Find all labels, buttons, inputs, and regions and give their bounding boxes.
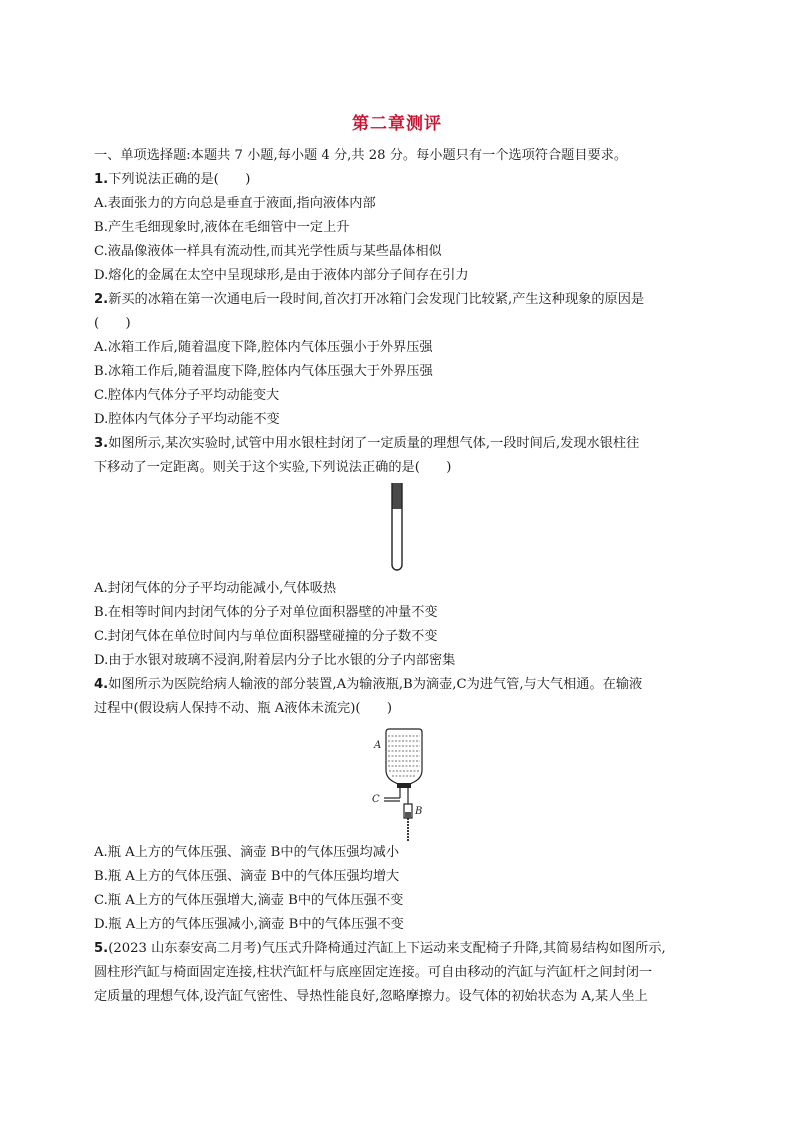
option-4-a: A.瓶 A上方的气体压强、滴壶 B中的气体压强均减小 bbox=[94, 845, 400, 860]
question-text: 下列说法正确的是( ) bbox=[108, 172, 251, 187]
question-text: 如图所示为医院给病人输液的部分装置,A为输液瓶,B为滴壶,C为进气管,与大气相通。在输液 bbox=[108, 677, 643, 692]
label-c: C bbox=[372, 794, 380, 805]
option-3-d: D.由于水银对玻璃不浸润,附着层内分子比水银的分子内部密集 bbox=[94, 653, 456, 668]
option-3-c: C.封闭气体在单位时间内与单位面积器壁碰撞的分子数不变 bbox=[94, 629, 438, 644]
option-3-b: B.在相等时间内封闭气体的分子对单位面积器壁的冲量不变 bbox=[94, 605, 438, 620]
option-4-b: B.瓶 A上方的气体压强、滴壶 B中的气体压强均增大 bbox=[94, 869, 400, 884]
question-number: 1. bbox=[94, 172, 109, 187]
option-1-b: B.产生毛细现象时,液体在毛细管中一定上升 bbox=[94, 220, 350, 235]
question-3-stem bbox=[94, 436, 704, 452]
test-tube-figure bbox=[385, 482, 409, 576]
question-4-stem-cont: 过程中(假设病人保持不动、瓶 A液体未流完)( ) bbox=[94, 701, 393, 716]
option-2-a: A.冰箱工作后,随着温度下降,腔体内气体压强小于外界压强 bbox=[94, 340, 433, 355]
option-2-b: B.冰箱工作后,随着温度下降,腔体内气体压强大于外界压强 bbox=[94, 364, 433, 379]
option-1-a: A.表面张力的方向总是垂直于液面,指向液体内部 bbox=[94, 196, 376, 211]
page-title: 第二章测评 bbox=[352, 114, 442, 134]
question-number: 5. bbox=[94, 941, 109, 956]
question-text: 新买的冰箱在第一次通电后一段时间,首次打开冰箱门会发现门比较紧,产生这种现象的原因是 bbox=[108, 292, 645, 307]
question-5-stem-cont-1: 圆柱形汽缸与椅面固定连接,柱状汽缸杆与底座固定连接。可自由移动的汽缸与汽缸杆之间封闭一 bbox=[94, 965, 653, 980]
question-3-stem-cont: 下移动了一定距离。则关于这个实验,下列说法正确的是( ) bbox=[94, 460, 452, 475]
option-2-c: C.腔体内气体分子平均动能变大 bbox=[94, 388, 280, 403]
infusion-apparatus-figure bbox=[368, 726, 438, 842]
option-3-a: A.封闭气体的分子平均动能减小,气体吸热 bbox=[94, 581, 337, 596]
liquid-hatch bbox=[388, 736, 420, 776]
question-2-stem-cont: ( ) bbox=[94, 316, 131, 331]
label-b: B bbox=[415, 806, 423, 817]
question-text: 如图所示,某次实验时,试管中用水银柱封闭了一定质量的理想气体,一段时间后,发现水银柱往 bbox=[108, 436, 640, 451]
question-text: (2023 山东泰安高二月考)气压式升降椅通过汽缸上下运动来支配椅子升降,其简易结构如图所示, bbox=[108, 941, 666, 956]
mercury-column bbox=[393, 483, 402, 509]
option-4-c: C.瓶 A上方的气体压强增大,滴壶 B中的气体压强不变 bbox=[94, 893, 404, 908]
question-number: 4. bbox=[94, 677, 109, 692]
option-2-d: D.腔体内气体分子平均动能不变 bbox=[94, 412, 280, 427]
question-4-stem bbox=[94, 677, 704, 693]
option-4-d: D.瓶 A上方的气体压强减小,滴壶 B中的气体压强不变 bbox=[94, 917, 404, 932]
label-a: A bbox=[374, 740, 382, 751]
section-heading: 一、单项选择题:本题共 7 小题,每小题 4 分,共 28 分。每小题只有一个选项符合题目要求。 bbox=[94, 148, 628, 163]
option-1-c: C.液晶像液体一样具有流动性,而其光学性质与某些晶体相似 bbox=[94, 244, 442, 259]
question-5-stem-cont-2: 定质量的理想气体,设汽缸气密性、导热性能良好,忽略摩擦力。设气体的初始状态为 A,某人坐上 bbox=[94, 989, 648, 1004]
drip-chamber-liquid bbox=[405, 812, 411, 818]
option-1-d: D.熔化的金属在太空中呈现球形,是由于液体内部分子间存在引力 bbox=[94, 268, 469, 283]
infusion-bottle-a bbox=[386, 729, 422, 784]
question-1-stem bbox=[94, 172, 704, 188]
bottle-cap bbox=[397, 783, 411, 788]
question-5-stem bbox=[94, 941, 704, 957]
question-number: 3. bbox=[94, 436, 109, 451]
question-2-stem bbox=[94, 292, 704, 308]
question-number: 2. bbox=[94, 292, 109, 307]
